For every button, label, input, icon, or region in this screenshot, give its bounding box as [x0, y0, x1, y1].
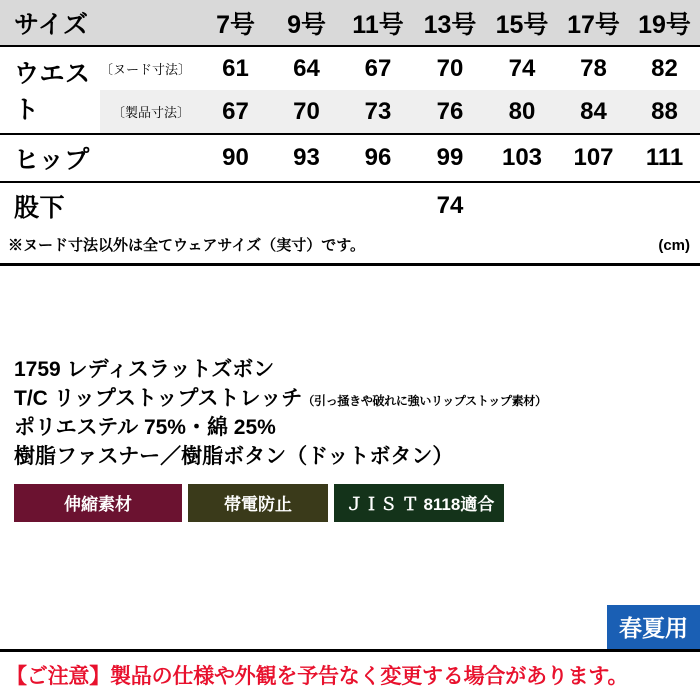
cell-waist-product-6: 88 [651, 97, 678, 125]
cell-waist-nude-6: 82 [651, 54, 678, 82]
cell-hip-5: 107 [573, 144, 614, 171]
header-size-4: 15号 [495, 10, 549, 39]
size-table [0, 0, 700, 228]
header-size-5: 17号 [567, 10, 620, 39]
row-label-inseam: 股下 [14, 193, 66, 222]
badge-antistatic: 帯電防止 [188, 484, 328, 522]
cell-waist-nude-3: 70 [436, 54, 464, 82]
product-description [0, 356, 700, 472]
row-sublabel-product: 〔製品寸法〕 [112, 105, 191, 120]
feature-badges [0, 484, 700, 522]
row-sublabel-nude: 〔ヌード寸法〕 [100, 62, 192, 77]
cell-hip-4: 103 [501, 144, 543, 171]
header-size-label: サイズ [14, 10, 89, 39]
product-composition-line: ポリエステル 75%・綿 25% [14, 415, 276, 439]
cell-waist-nude-2: 67 [364, 54, 392, 82]
table-row [0, 90, 700, 134]
product-material-main: T/C リップストップストレッチ [14, 386, 303, 410]
cell-waist-product-2: 73 [364, 97, 392, 125]
product-hardware-line: 樹脂ファスナー／樹脂ボタン（ドットボタン） [14, 444, 454, 468]
cell-hip-3: 99 [436, 144, 464, 171]
row-label-waist: ウエスト [0, 46, 100, 134]
cell-waist-product-3: 76 [436, 97, 464, 125]
caution-bar [0, 649, 700, 700]
cell-inseam-value: 74 [436, 191, 464, 219]
product-material-note: （引っ掻きや破れに強いリップストップ素材） [302, 393, 547, 408]
badge-jis: ＪＩＳ Ｔ 8118適合 [334, 484, 504, 522]
cell-waist-product-0: 67 [222, 97, 249, 125]
header-size-3: 13号 [423, 10, 477, 39]
cell-waist-nude-4: 74 [508, 54, 536, 82]
cell-hip-1: 93 [293, 144, 320, 171]
cell-waist-product-5: 84 [580, 97, 607, 125]
size-note-row [0, 228, 700, 266]
header-size-6: 19号 [638, 10, 691, 39]
badge-stretch: 伸縮素材 [14, 484, 182, 522]
table-header-row [0, 0, 700, 46]
cell-waist-nude-0: 61 [222, 54, 249, 82]
cell-waist-nude-1: 64 [293, 54, 320, 82]
header-size-1: 9号 [287, 10, 326, 39]
cell-hip-6: 111 [645, 144, 684, 171]
season-tag: 春夏用 [607, 605, 700, 650]
caution-text: 【ご注意】製品の仕様や外観を予告なく変更する場合があります。 [6, 665, 629, 688]
header-size-0: 7号 [216, 10, 255, 39]
cell-waist-nude-5: 78 [580, 54, 607, 82]
cell-waist-product-4: 80 [508, 97, 536, 125]
size-note-text: ※ヌード寸法以外は全てウェアサイズ（実寸）です。 [8, 237, 366, 254]
cell-waist-product-1: 70 [293, 97, 320, 125]
season-tag-wrap [607, 605, 700, 650]
product-material-line [14, 385, 700, 414]
row-label-hip: ヒップ [14, 146, 90, 174]
header-size-2: 11号 [352, 10, 404, 39]
product-name-line: 1759 レディスラットズボン [14, 358, 275, 381]
table-row [0, 134, 700, 182]
table-row [0, 46, 700, 90]
cell-hip-2: 96 [364, 144, 392, 171]
table-row [0, 182, 700, 228]
size-unit-label: (cm) [658, 237, 690, 254]
cell-hip-0: 90 [222, 144, 249, 171]
